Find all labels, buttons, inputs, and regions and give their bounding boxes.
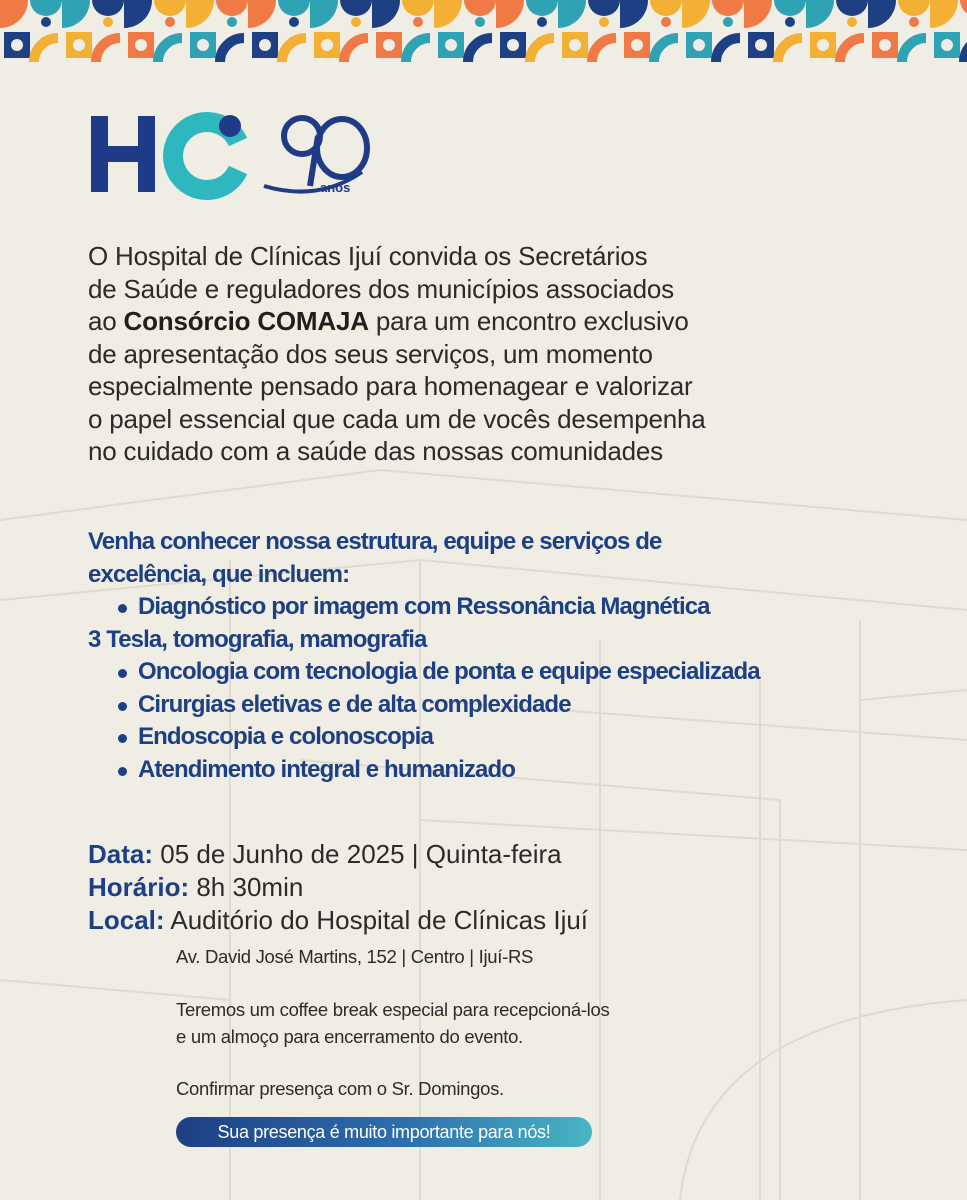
coffee-break-note [176, 996, 776, 1050]
border-tile [682, 0, 744, 62]
note-line: Teremos um coffee break especial para recepcioná-los [176, 999, 610, 1020]
service-item [88, 689, 948, 722]
border-tile [620, 0, 682, 62]
logo-number-90 [264, 118, 367, 192]
services-heading: excelência, que incluem: [88, 560, 350, 588]
intro-line: de Saúde e reguladores dos municípios associados [88, 273, 674, 304]
border-tile [496, 0, 558, 62]
border-tile [248, 0, 310, 62]
date-value: 05 de Junho de 2025 | Quinta-feira [153, 839, 562, 869]
border-tile [558, 0, 620, 62]
time-value: 8h 30min [189, 872, 304, 902]
service-label: Cirurgias eletivas e de alta complexidade [138, 690, 571, 718]
logo-letters-hc [91, 115, 241, 192]
service-label: Oncologia com tecnologia de ponta e equipe especializada [138, 658, 760, 685]
border-tile [930, 0, 967, 62]
services-section [88, 526, 948, 786]
consortium-name: Consórcio COMAJA [123, 306, 369, 336]
intro-line: O Hospital de Clínicas Ijuí convida os Secretários [88, 241, 648, 271]
services-heading: Venha conhecer nossa estrutura, equipe e serviços de [88, 528, 662, 555]
intro-text: ao [88, 306, 124, 336]
hc-90-anos-logo [88, 108, 378, 200]
service-item [88, 721, 948, 754]
service-item-continuation: 3 Tesla, tomografia, mamografia [88, 625, 427, 653]
bullet-icon [118, 702, 127, 711]
service-item [88, 754, 948, 787]
logo-anos-label: anos [320, 180, 351, 195]
border-tile [186, 0, 248, 62]
event-place [88, 904, 888, 937]
event-details [88, 838, 888, 937]
border-tile [62, 0, 124, 62]
date-label: Data: [88, 839, 154, 869]
intro-line [88, 305, 848, 338]
bullet-icon [118, 604, 127, 613]
place-label: Local: [88, 905, 165, 935]
intro-line: especialmente pensado para homenagear e valorizar [88, 371, 693, 401]
border-tile [310, 0, 372, 62]
bullet-icon [118, 669, 127, 678]
border-tile [0, 0, 62, 62]
border-tile [806, 0, 868, 62]
invitation-paragraph [88, 240, 848, 468]
presence-banner: Sua presença é muito importante para nós! [176, 1117, 592, 1147]
border-tile [372, 0, 434, 62]
rsvp-text: Confirmar presença com o Sr. Domingos. [176, 1078, 504, 1099]
event-address [176, 943, 776, 970]
intro-text: para um encontro exclusivo [368, 306, 689, 336]
service-label: Atendimento integral e humanizado [138, 755, 515, 783]
bullet-icon [118, 734, 127, 743]
service-item [88, 656, 948, 689]
place-value: Auditório do Hospital de Clínicas Ijuí [164, 905, 589, 935]
service-label: Endoscopia e colonoscopia [138, 723, 433, 750]
bullet-icon [118, 767, 127, 776]
border-tile [124, 0, 186, 62]
note-line: e um almoço para encerramento do evento. [176, 1026, 523, 1047]
decorative-border-pattern [0, 0, 967, 70]
intro-line: o papel essencial que cada um de vocês desempenha [88, 403, 706, 434]
border-tile [868, 0, 930, 62]
service-item [88, 591, 948, 624]
rsvp-note [176, 1075, 776, 1102]
time-label: Horário: [88, 872, 190, 902]
intro-line: no cuidado com a saúde das nossas comunidades [88, 436, 663, 466]
border-tile [744, 0, 806, 62]
event-date [88, 838, 888, 871]
service-label: Diagnóstico por imagem com Ressonância Magnética [138, 593, 710, 620]
intro-line: de apresentação dos seus serviços, um momento [88, 338, 653, 369]
address-text: Av. David José Martins, 152 | Centro | Ijuí-RS [176, 946, 534, 967]
event-time [88, 871, 888, 904]
border-tile [434, 0, 496, 62]
